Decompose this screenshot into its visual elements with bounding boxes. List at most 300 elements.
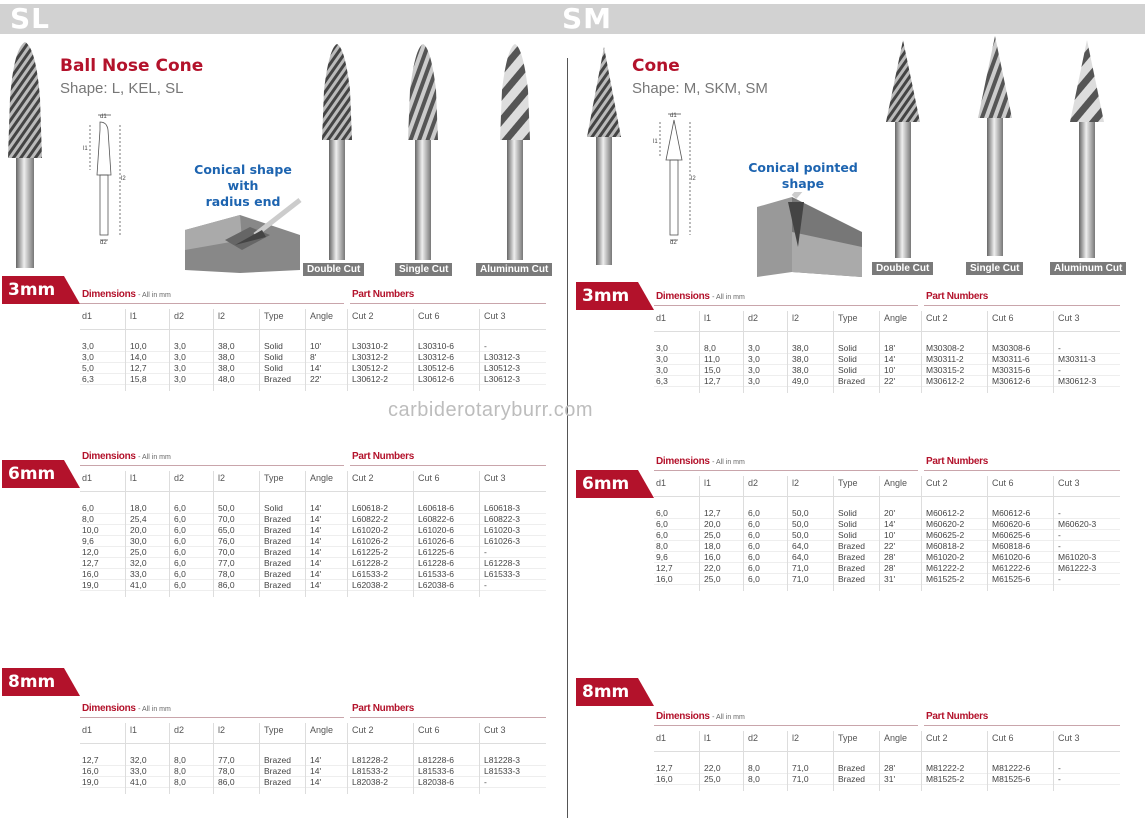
table-cell: Solid bbox=[264, 341, 283, 351]
column-header-cut-6: Cut 6 bbox=[992, 313, 1014, 323]
table-cell: M30311-3 bbox=[1058, 354, 1096, 364]
svg-text:d2: d2 bbox=[670, 240, 677, 245]
table-cell: 30,0 bbox=[130, 536, 147, 546]
column-header-cut-6: Cut 6 bbox=[418, 473, 440, 483]
column-rule bbox=[654, 751, 1120, 752]
column-separator bbox=[479, 309, 480, 391]
sm-single-cut-image bbox=[972, 34, 1018, 260]
column-header-angle: Angle bbox=[884, 478, 908, 488]
table-cell: 20' bbox=[884, 508, 896, 518]
table-cell: 14' bbox=[310, 503, 322, 513]
table-cell: 86,0 bbox=[218, 777, 235, 787]
column-header-l2: l2 bbox=[218, 311, 226, 321]
column-header-type: Type bbox=[264, 311, 284, 321]
column-separator bbox=[787, 476, 788, 591]
table-cell: M60620-2 bbox=[926, 519, 965, 529]
column-separator bbox=[743, 311, 744, 393]
table-cell: Solid bbox=[264, 352, 283, 362]
dimensions-header bbox=[82, 703, 171, 714]
table-cell: 14' bbox=[310, 777, 322, 787]
table-cell: 33,0 bbox=[130, 569, 147, 579]
table-cell: L30512-2 bbox=[352, 363, 388, 373]
column-separator bbox=[169, 723, 170, 794]
table-cell: 12,7 bbox=[656, 563, 673, 573]
table-cell: Brazed bbox=[264, 536, 291, 546]
table-cell: L61020-6 bbox=[418, 525, 454, 535]
table-cell: L30512-6 bbox=[418, 363, 454, 373]
header-rule bbox=[924, 305, 1120, 306]
table-cell: L30612-3 bbox=[484, 374, 520, 384]
table-cell: 77,0 bbox=[218, 558, 235, 568]
column-separator bbox=[413, 471, 414, 597]
watermark: carbiderotaryburr.com bbox=[388, 399, 594, 421]
part-numbers-header: Part Numbers bbox=[352, 703, 414, 714]
table-cell: 9,6 bbox=[656, 552, 668, 562]
table-cell: 70,0 bbox=[218, 514, 235, 524]
column-separator bbox=[125, 471, 126, 597]
sl-single-cut-label: Single Cut bbox=[395, 263, 452, 276]
svg-text:l2: l2 bbox=[691, 176, 696, 182]
table-cell: M81525-2 bbox=[926, 774, 965, 784]
dimensions-header bbox=[656, 711, 745, 722]
table-cell: M60818-2 bbox=[926, 541, 965, 551]
sl-dimension-diagram bbox=[80, 110, 130, 245]
table-cell: 6,0 bbox=[174, 569, 186, 579]
sl-badge-8mm: 8mm bbox=[2, 668, 82, 700]
table-cell: L62038-2 bbox=[352, 580, 388, 590]
table-cell: 6,0 bbox=[174, 558, 186, 568]
column-header-l2: l2 bbox=[792, 478, 800, 488]
table-cell: M30311-6 bbox=[992, 354, 1030, 364]
table-cell: 41,0 bbox=[130, 580, 147, 590]
table-cell: L61225-2 bbox=[352, 547, 388, 557]
row-rule bbox=[654, 784, 1120, 785]
column-header-cut-3: Cut 3 bbox=[484, 473, 506, 483]
table-cell: 86,0 bbox=[218, 580, 235, 590]
table-cell: 28' bbox=[884, 563, 896, 573]
sl-single-cut-image bbox=[398, 40, 448, 262]
table-cell: 6,0 bbox=[174, 503, 186, 513]
dimensions-label: Dimensions bbox=[82, 289, 136, 300]
column-separator bbox=[213, 309, 214, 391]
table-cell: L61533-6 bbox=[418, 569, 454, 579]
part-numbers-header: Part Numbers bbox=[926, 456, 988, 467]
table-cell: 6,3 bbox=[656, 376, 668, 386]
table-cell: M30311-2 bbox=[926, 354, 964, 364]
column-header-l1: l1 bbox=[704, 313, 712, 323]
column-separator bbox=[413, 723, 414, 794]
table-cell: L61228-6 bbox=[418, 558, 454, 568]
table-cell: - bbox=[1058, 508, 1061, 518]
table-cell: 22,0 bbox=[704, 563, 721, 573]
row-rule bbox=[80, 590, 546, 591]
table-cell: M61222-2 bbox=[926, 563, 965, 573]
table-cell: 8,0 bbox=[174, 777, 186, 787]
sm-title: Cone bbox=[632, 56, 680, 76]
dimensions-label: Dimensions bbox=[656, 456, 710, 467]
ball-nose-burr-image bbox=[4, 38, 48, 268]
table-cell: 48,0 bbox=[218, 374, 235, 384]
table-cell: L81228-3 bbox=[484, 755, 520, 765]
table-cell: Brazed bbox=[264, 777, 291, 787]
table-cell: Brazed bbox=[264, 558, 291, 568]
table-cell: 3,0 bbox=[174, 352, 186, 362]
column-header-l2: l2 bbox=[218, 725, 226, 735]
table-cell: M61222-3 bbox=[1058, 563, 1097, 573]
table-cell: 14' bbox=[310, 766, 322, 776]
table-cell: L81533-6 bbox=[418, 766, 454, 776]
table-cell: L61026-3 bbox=[484, 536, 520, 546]
table-cell: 14' bbox=[310, 536, 322, 546]
table-cell: 3,0 bbox=[748, 354, 760, 364]
column-header-cut-2: Cut 2 bbox=[352, 311, 374, 321]
table-cell: L61020-2 bbox=[352, 525, 388, 535]
column-header-d2: d2 bbox=[174, 311, 185, 321]
table-cell: M30612-6 bbox=[992, 376, 1031, 386]
table-cell: 12,7 bbox=[704, 376, 721, 386]
column-separator bbox=[479, 471, 480, 597]
table-cell: Solid bbox=[264, 363, 283, 373]
column-separator bbox=[699, 311, 700, 393]
table-cell: 25,4 bbox=[130, 514, 147, 524]
column-separator bbox=[1053, 476, 1054, 591]
table-cell: M61525-2 bbox=[926, 574, 965, 584]
header-rule bbox=[924, 725, 1120, 726]
table-cell: 71,0 bbox=[792, 774, 809, 784]
table-cell: 6,0 bbox=[748, 552, 760, 562]
column-separator bbox=[347, 723, 348, 794]
sm-aluminum-cut-label: Aluminum Cut bbox=[1050, 262, 1126, 275]
table-cell: Solid bbox=[838, 354, 857, 364]
table-cell: Solid bbox=[838, 530, 857, 540]
column-header-l1: l1 bbox=[130, 311, 138, 321]
section-divider bbox=[567, 58, 568, 818]
column-separator bbox=[305, 723, 306, 794]
table-cell: 6,0 bbox=[82, 503, 94, 513]
table-cell: L61228-2 bbox=[352, 558, 388, 568]
table-cell: L60618-6 bbox=[418, 503, 454, 513]
table-cell: 8,0 bbox=[704, 343, 716, 353]
dimensions-label: Dimensions bbox=[656, 711, 710, 722]
column-header-cut-3: Cut 3 bbox=[1058, 733, 1080, 743]
table-cell: 22,0 bbox=[704, 763, 721, 773]
table-cell: Brazed bbox=[264, 766, 291, 776]
table-cell: L81228-6 bbox=[418, 755, 454, 765]
column-separator bbox=[879, 476, 880, 591]
column-separator bbox=[743, 731, 744, 791]
table-cell: L60618-3 bbox=[484, 503, 520, 513]
sl-aluminum-cut-image bbox=[490, 40, 540, 262]
dimensions-header bbox=[82, 451, 171, 462]
table-cell: 3,0 bbox=[656, 343, 668, 353]
table-cell: Brazed bbox=[838, 552, 865, 562]
table-cell: L30312-3 bbox=[484, 352, 520, 362]
table-cell: 25,0 bbox=[704, 574, 721, 584]
sm-shape: Shape: M, SKM, SM bbox=[632, 80, 768, 97]
sm-badge-3mm: 3mm bbox=[576, 282, 656, 314]
table-cell: 15,0 bbox=[704, 365, 721, 375]
table-cell: 11,0 bbox=[704, 354, 720, 364]
column-separator bbox=[169, 309, 170, 391]
column-separator bbox=[305, 309, 306, 391]
column-rule bbox=[80, 491, 546, 492]
svg-text:d1: d1 bbox=[670, 113, 677, 119]
table-cell: Brazed bbox=[264, 374, 291, 384]
column-separator bbox=[987, 311, 988, 393]
table-cell: 14' bbox=[310, 363, 322, 373]
column-header-type: Type bbox=[838, 478, 858, 488]
column-separator bbox=[921, 311, 922, 393]
table-cell: 14' bbox=[884, 519, 896, 529]
table-cell: 38,0 bbox=[792, 343, 809, 353]
table-cell: - bbox=[1058, 541, 1061, 551]
table-cell: M60620-3 bbox=[1058, 519, 1097, 529]
table-cell: 8,0 bbox=[748, 774, 760, 784]
column-header-l2: l2 bbox=[218, 473, 226, 483]
table-cell: 14' bbox=[310, 525, 322, 535]
sm-double-cut-label: Double Cut bbox=[872, 262, 933, 275]
table-cell: 5,0 bbox=[82, 363, 94, 373]
column-separator bbox=[125, 309, 126, 391]
table-cell: 78,0 bbox=[218, 766, 235, 776]
row-rule bbox=[80, 787, 546, 788]
table-cell: M30308-6 bbox=[992, 343, 1031, 353]
table-cell: L30310-6 bbox=[418, 341, 454, 351]
table-cell: 14' bbox=[310, 580, 322, 590]
column-header-d2: d2 bbox=[748, 733, 759, 743]
header-rule bbox=[654, 470, 918, 471]
table-cell: Brazed bbox=[838, 763, 865, 773]
column-separator bbox=[699, 476, 700, 591]
table-cell: M60625-6 bbox=[992, 530, 1031, 540]
dimensions-unit: - All in mm bbox=[138, 454, 171, 461]
table-cell: 65,0 bbox=[218, 525, 235, 535]
column-rule bbox=[654, 496, 1120, 497]
table-cell: 18,0 bbox=[130, 503, 147, 513]
sm-double-cut-image bbox=[880, 38, 926, 260]
table-cell: 8,0 bbox=[174, 766, 186, 776]
column-separator bbox=[1053, 311, 1054, 393]
table-cell: Brazed bbox=[264, 547, 291, 557]
table-cell: 3,0 bbox=[748, 343, 760, 353]
table-cell: 20,0 bbox=[130, 525, 147, 535]
column-separator bbox=[479, 723, 480, 794]
column-separator bbox=[833, 476, 834, 591]
part-numbers-header: Part Numbers bbox=[352, 451, 414, 462]
row-rule bbox=[654, 584, 1120, 585]
table-cell: 8,0 bbox=[174, 755, 186, 765]
table-cell: M61222-6 bbox=[992, 563, 1031, 573]
column-header-l1: l1 bbox=[704, 733, 712, 743]
column-header-cut-2: Cut 2 bbox=[926, 733, 948, 743]
column-header-cut-6: Cut 6 bbox=[418, 311, 440, 321]
table-cell: 3,0 bbox=[748, 376, 760, 386]
table-cell: L61020-3 bbox=[484, 525, 520, 535]
table-cell: - bbox=[484, 580, 487, 590]
column-header-cut-2: Cut 2 bbox=[926, 478, 948, 488]
table-cell: L61533-2 bbox=[352, 569, 388, 579]
table-cell: Brazed bbox=[838, 541, 865, 551]
table-cell: Brazed bbox=[264, 580, 291, 590]
column-header-d2: d2 bbox=[174, 473, 185, 483]
table-cell: - bbox=[1058, 365, 1061, 375]
column-separator bbox=[259, 723, 260, 794]
table-cell: - bbox=[484, 777, 487, 787]
table-cell: 6,0 bbox=[174, 536, 186, 546]
table-cell: 3,0 bbox=[656, 354, 668, 364]
table-cell: Brazed bbox=[264, 514, 291, 524]
column-header-d1: d1 bbox=[656, 313, 667, 323]
table-cell: 14' bbox=[310, 514, 322, 524]
column-header-angle: Angle bbox=[310, 725, 334, 735]
sl-aluminum-cut-label: Aluminum Cut bbox=[476, 263, 552, 276]
column-separator bbox=[259, 471, 260, 597]
header-rule bbox=[350, 465, 546, 466]
table-cell: 64,0 bbox=[792, 541, 809, 551]
dimensions-header bbox=[82, 289, 171, 300]
table-cell: 8,0 bbox=[82, 514, 94, 524]
table-cell: 6,0 bbox=[748, 574, 760, 584]
table-cell: M61020-2 bbox=[926, 552, 965, 562]
table-cell: 3,0 bbox=[174, 374, 186, 384]
column-header-cut-6: Cut 6 bbox=[992, 733, 1014, 743]
table-cell: Brazed bbox=[264, 755, 291, 765]
table-cell: M60612-6 bbox=[992, 508, 1031, 518]
column-header-d2: d2 bbox=[174, 725, 185, 735]
table-cell: Solid bbox=[838, 343, 857, 353]
table-cell: 9,6 bbox=[82, 536, 94, 546]
table-cell: 22' bbox=[884, 376, 896, 386]
table-cell: M30308-2 bbox=[926, 343, 965, 353]
dimensions-unit: - All in mm bbox=[712, 294, 745, 301]
table-cell: 38,0 bbox=[792, 365, 809, 375]
table-cell: 6,0 bbox=[656, 508, 668, 518]
table-cell: - bbox=[1058, 530, 1061, 540]
column-separator bbox=[921, 731, 922, 791]
column-header-type: Type bbox=[264, 473, 284, 483]
sl-badge-3mm: 3mm bbox=[2, 276, 82, 308]
table-cell: M81222-2 bbox=[926, 763, 965, 773]
table-cell: - bbox=[1058, 574, 1061, 584]
table-cell: M30612-2 bbox=[926, 376, 965, 386]
column-header-cut-6: Cut 6 bbox=[418, 725, 440, 735]
dimensions-header bbox=[656, 291, 745, 302]
column-header-type: Type bbox=[264, 725, 284, 735]
column-separator bbox=[833, 731, 834, 791]
table-cell: 14' bbox=[310, 547, 322, 557]
column-header-type: Type bbox=[838, 313, 858, 323]
part-numbers-header: Part Numbers bbox=[352, 289, 414, 300]
table-cell: 25,0 bbox=[130, 547, 147, 557]
table-cell: 38,0 bbox=[218, 341, 235, 351]
table-cell: 6,3 bbox=[82, 374, 94, 384]
table-cell: 25,0 bbox=[704, 530, 721, 540]
column-separator bbox=[787, 731, 788, 791]
column-separator bbox=[921, 476, 922, 591]
svg-text:l1: l1 bbox=[653, 139, 658, 145]
table-cell: M60625-2 bbox=[926, 530, 965, 540]
table-cell: M61020-6 bbox=[992, 552, 1031, 562]
table-cell: 14' bbox=[310, 569, 322, 579]
table-cell: L61026-6 bbox=[418, 536, 454, 546]
cone-burr-image bbox=[585, 45, 625, 270]
column-header-cut-2: Cut 2 bbox=[926, 313, 948, 323]
dimensions-unit: - All in mm bbox=[712, 459, 745, 466]
table-cell: L82038-2 bbox=[352, 777, 388, 787]
sm-callout: Conical pointed shape bbox=[748, 160, 858, 191]
sl-workpiece-illustration bbox=[180, 195, 305, 275]
header-rule bbox=[80, 465, 344, 466]
column-separator bbox=[259, 309, 260, 391]
column-rule bbox=[80, 743, 546, 744]
table-cell: 12,7 bbox=[704, 508, 721, 518]
column-header-cut-3: Cut 3 bbox=[1058, 478, 1080, 488]
table-cell: 33,0 bbox=[130, 766, 147, 776]
table-cell: 10' bbox=[884, 365, 896, 375]
table-cell: L81533-2 bbox=[352, 766, 388, 776]
table-cell: 32,0 bbox=[130, 558, 147, 568]
table-cell: L60822-2 bbox=[352, 514, 388, 524]
column-header-d1: d1 bbox=[656, 478, 667, 488]
table-cell: Brazed bbox=[838, 774, 865, 784]
header-rule bbox=[924, 470, 1120, 471]
table-cell: 50,0 bbox=[792, 530, 809, 540]
column-header-cut-3: Cut 3 bbox=[1058, 313, 1080, 323]
dimensions-header bbox=[656, 456, 745, 467]
table-cell: 28' bbox=[884, 552, 896, 562]
table-cell: L60618-2 bbox=[352, 503, 388, 513]
header-rule bbox=[654, 305, 918, 306]
table-cell: 8,0 bbox=[656, 541, 668, 551]
table-cell: 16,0 bbox=[82, 569, 99, 579]
header-rule bbox=[80, 717, 344, 718]
table-cell: L30310-2 bbox=[352, 341, 388, 351]
table-cell: L61225-6 bbox=[418, 547, 454, 557]
column-separator bbox=[213, 723, 214, 794]
table-cell: - bbox=[484, 341, 487, 351]
column-header-angle: Angle bbox=[884, 733, 908, 743]
header-rule bbox=[654, 725, 918, 726]
table-cell: 3,0 bbox=[174, 363, 186, 373]
table-cell: 71,0 bbox=[792, 763, 809, 773]
table-cell: 70,0 bbox=[218, 547, 235, 557]
dimensions-unit: - All in mm bbox=[712, 714, 745, 721]
sm-single-cut-label: Single Cut bbox=[966, 262, 1023, 275]
sm-badge-6mm: 6mm bbox=[576, 470, 656, 502]
table-cell: 32,0 bbox=[130, 755, 147, 765]
table-cell: M30315-6 bbox=[992, 365, 1031, 375]
sm-aluminum-cut-image bbox=[1064, 38, 1110, 260]
column-header-d1: d1 bbox=[82, 473, 93, 483]
table-cell: - bbox=[484, 547, 487, 557]
table-cell: 14' bbox=[310, 558, 322, 568]
table-cell: 6,0 bbox=[748, 519, 760, 529]
column-rule bbox=[654, 331, 1120, 332]
column-header-d1: d1 bbox=[656, 733, 667, 743]
table-cell: 18' bbox=[884, 343, 896, 353]
table-cell: 77,0 bbox=[218, 755, 235, 765]
table-cell: L30512-3 bbox=[484, 363, 520, 373]
dimensions-unit: - All in mm bbox=[138, 706, 171, 713]
table-cell: 10' bbox=[310, 341, 322, 351]
column-separator bbox=[347, 309, 348, 391]
column-header-cut-3: Cut 3 bbox=[484, 311, 506, 321]
sl-title: Ball Nose Cone bbox=[60, 56, 204, 76]
table-cell: 19,0 bbox=[82, 777, 99, 787]
table-cell: L60822-6 bbox=[418, 514, 454, 524]
table-cell: L81533-3 bbox=[484, 766, 520, 776]
column-separator bbox=[879, 311, 880, 393]
